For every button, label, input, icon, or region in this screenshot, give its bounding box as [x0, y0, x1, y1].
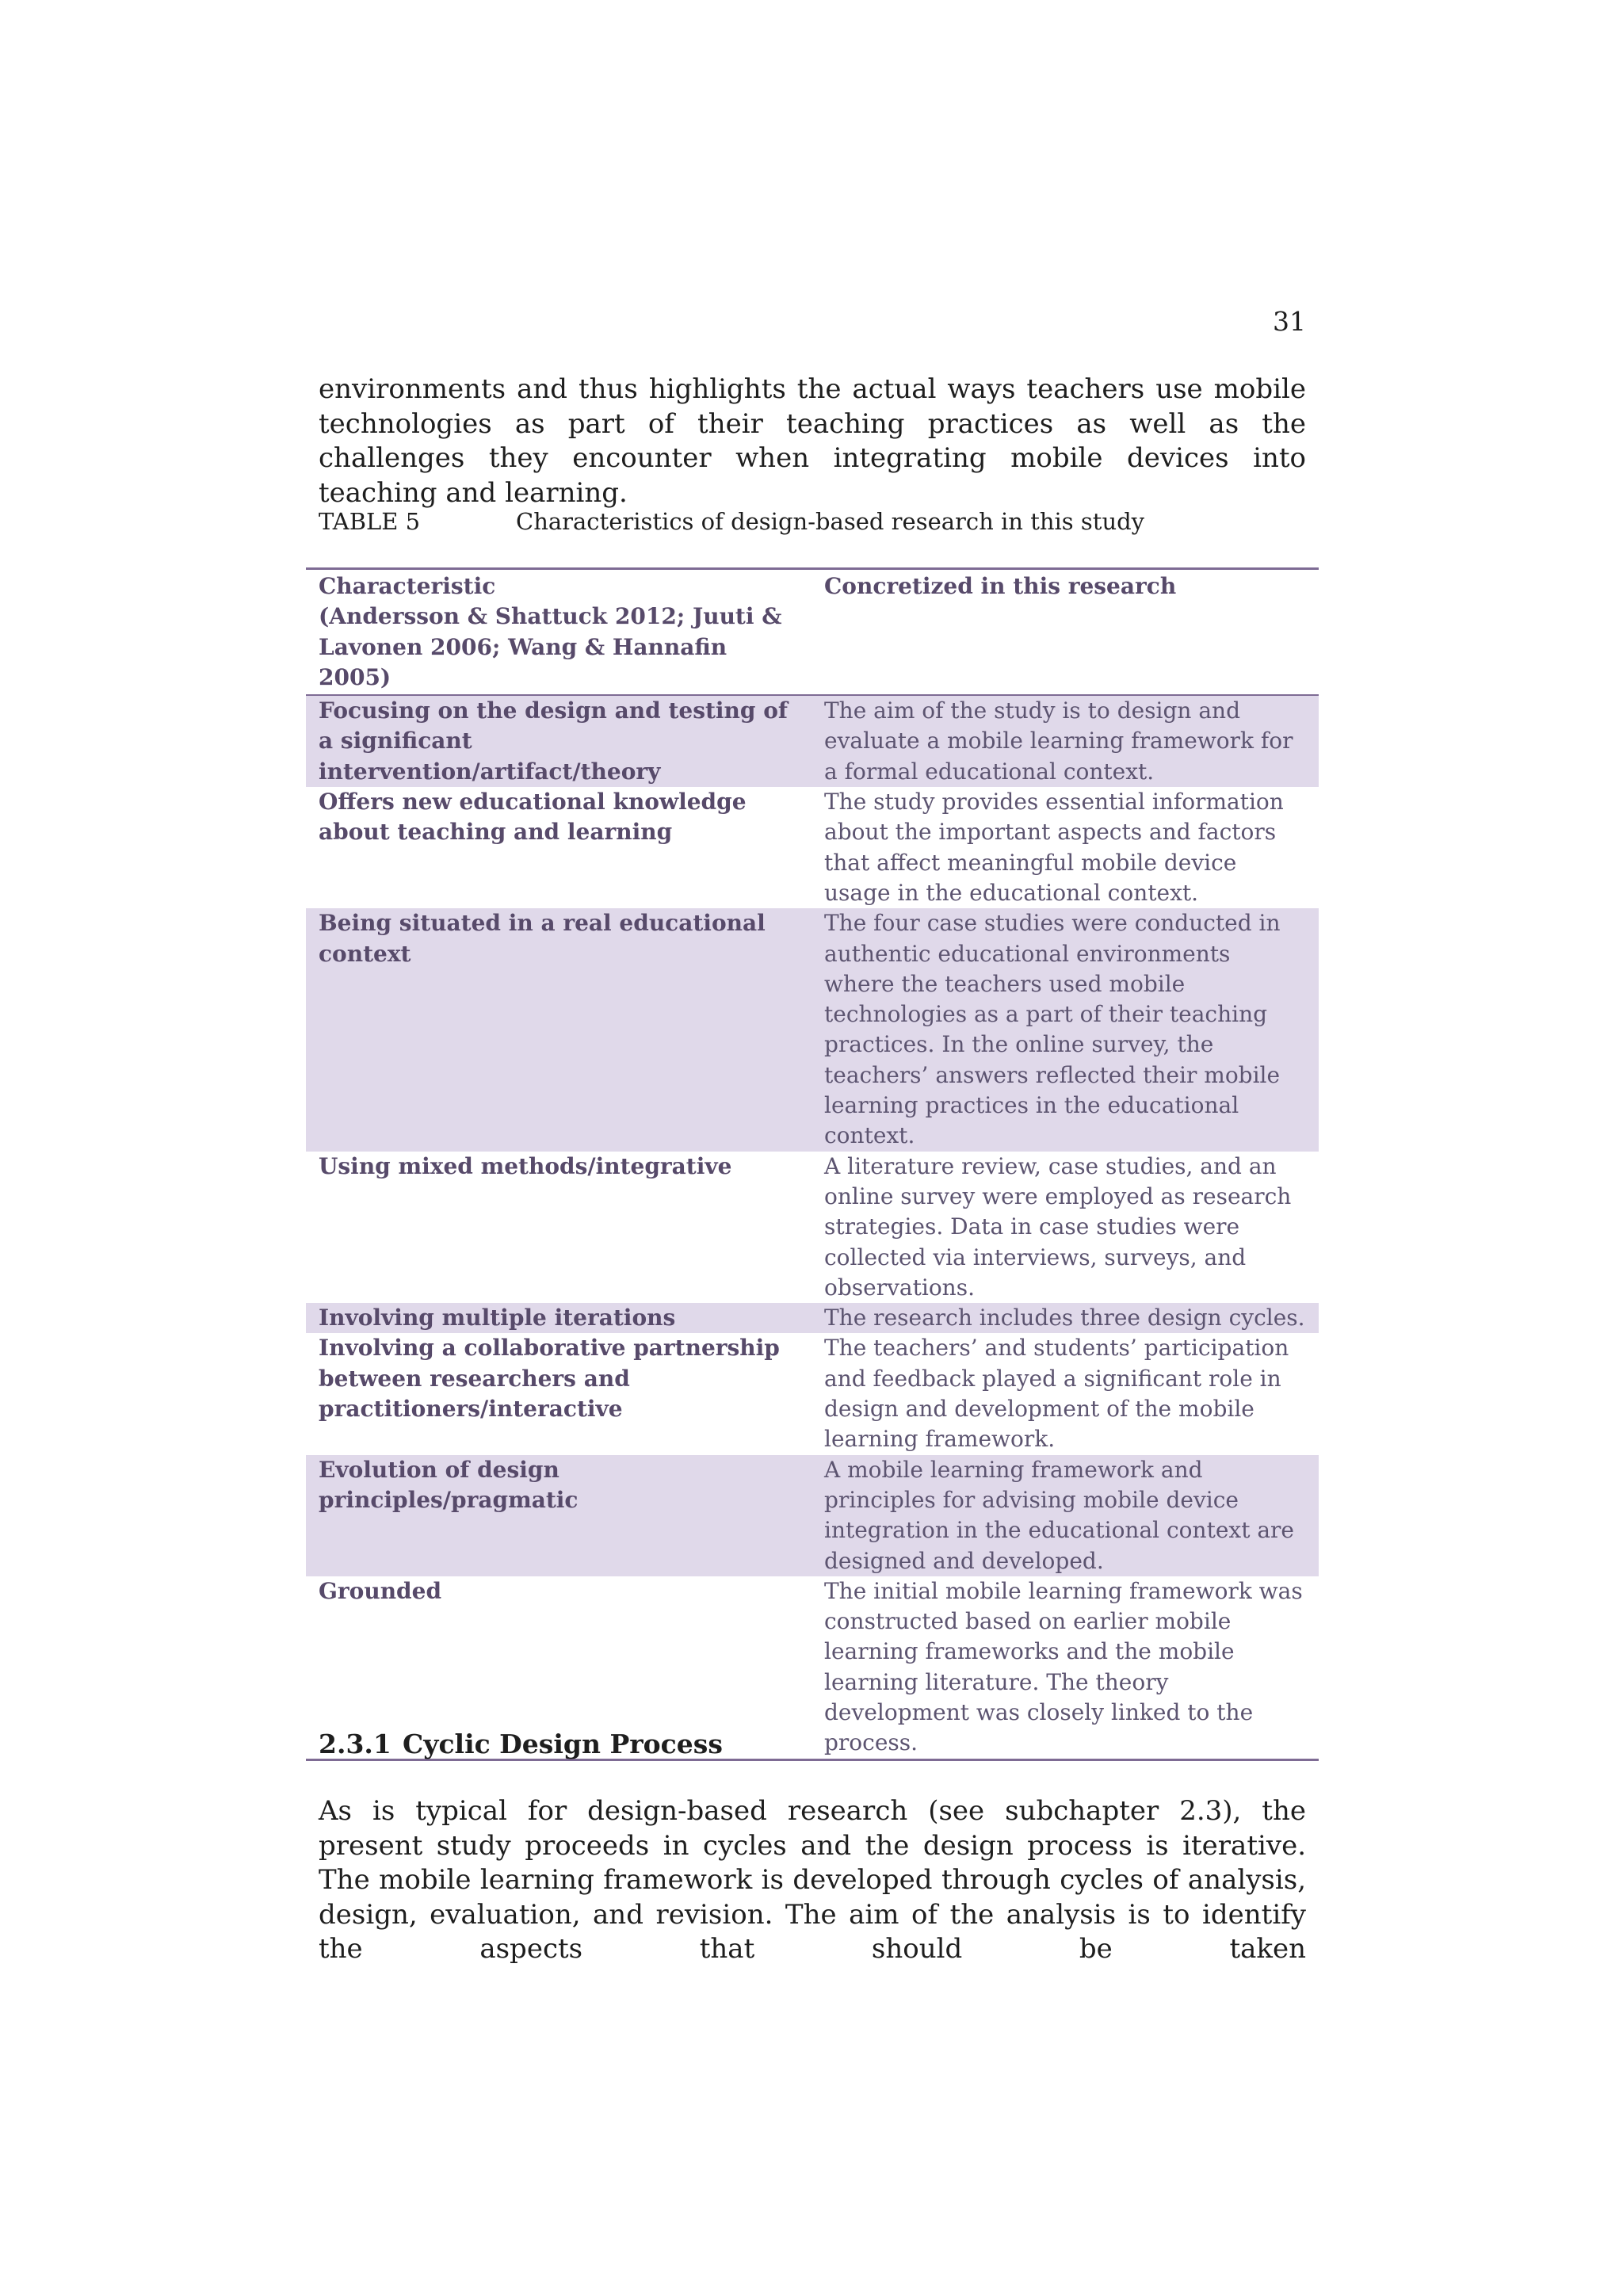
table-row: [306, 1303, 1319, 1333]
header-characteristic: [306, 569, 812, 696]
table-row: [306, 1455, 1319, 1576]
row-concretized: The research includes three design cycles.: [812, 1303, 1319, 1333]
row-concretized: A literature review, case studies, and an online survey were employed as research strategies. Data in case studies were collected via interviews, surveys, and observations.: [824, 1152, 1292, 1301]
characteristics-table: [306, 567, 1319, 1761]
row-characteristic: Using mixed methods/integrative: [319, 1152, 732, 1179]
row-characteristic: Grounded: [319, 1577, 442, 1604]
table-row: [306, 695, 1319, 787]
intro-paragraph: environments and thus highlights the actual ways teachers use mobile technologies as part of their teaching practices as well as the challenges they encounter when integrating mobile devices into teaching and learning.: [319, 373, 1306, 509]
table-title: Characteristics of design-based research in this study: [516, 508, 1145, 535]
table-header-row: [306, 569, 1319, 696]
row-concretized: The study provides essential information about the important aspects and factors that affect meaningful mobile device usage in the educational context.: [824, 789, 1284, 906]
row-concretized: The four case studies were conducted in authentic educational environments where the teachers used mobile technologies as a part of their teaching practices. In the online survey, the teachers’ answers reflected their mobile learning practices in the educational context.: [812, 908, 1319, 1151]
design-research-table: [306, 567, 1319, 1761]
header-characteristic-label: Characteristic: [319, 573, 496, 599]
section-number: 2.3.1: [319, 1729, 391, 1759]
table-label: TABLE 5: [319, 508, 421, 535]
table-row: [306, 787, 1319, 908]
row-concretized: A mobile learning framework and principles for advising mobile device integration in the educational context are designed and developed.: [812, 1455, 1319, 1576]
row-characteristic: Being situated in a real educational context: [306, 908, 812, 1151]
row-characteristic: Evolution of design principles/pragmatic: [306, 1455, 812, 1576]
section-heading: [319, 1728, 723, 1761]
table-row: [306, 1333, 1319, 1454]
row-characteristic: Offers new educational knowledge about teaching and learning: [319, 789, 747, 846]
row-concretized: The aim of the study is to design and evaluate a mobile learning framework for a formal educational context.: [812, 695, 1319, 787]
row-characteristic: Involving multiple iterations: [306, 1303, 812, 1333]
section-title: Cyclic Design Process: [403, 1729, 723, 1759]
row-concretized: The teachers’ and students’ participation and feedback played a significant role in design and development of the mobile learning framework.: [824, 1335, 1289, 1453]
header-characteristic-sources: (Andersson & Shattuck 2012; Juuti & Lavonen 2006; Wang & Hannafin 2005): [319, 603, 782, 690]
page-number: 31: [1273, 306, 1306, 337]
row-characteristic: Focusing on the design and testing of a significant intervention/artifact/theory: [306, 695, 812, 787]
row-characteristic: Involving a collaborative partnership between researchers and practitioners/interactive: [319, 1335, 780, 1423]
table-row: [306, 1152, 1319, 1303]
header-concretized: Concretized in this research: [824, 573, 1177, 599]
row-concretized: The initial mobile learning framework was constructed based on earlier mobile learning frameworks and the mobile learning literature. The theory development was closely linked to the process.: [824, 1577, 1303, 1756]
outro-paragraph: As is typical for design-based research (see subchapter 2.3), the present study proceeds in cycles and the design process is iterative. The mobile learning framework is developed through cycles of analysis, design, evaluation, and revision. The aim of the analysis is to identify the aspects that should be taken: [319, 1795, 1306, 1965]
table-row: [306, 908, 1319, 1151]
